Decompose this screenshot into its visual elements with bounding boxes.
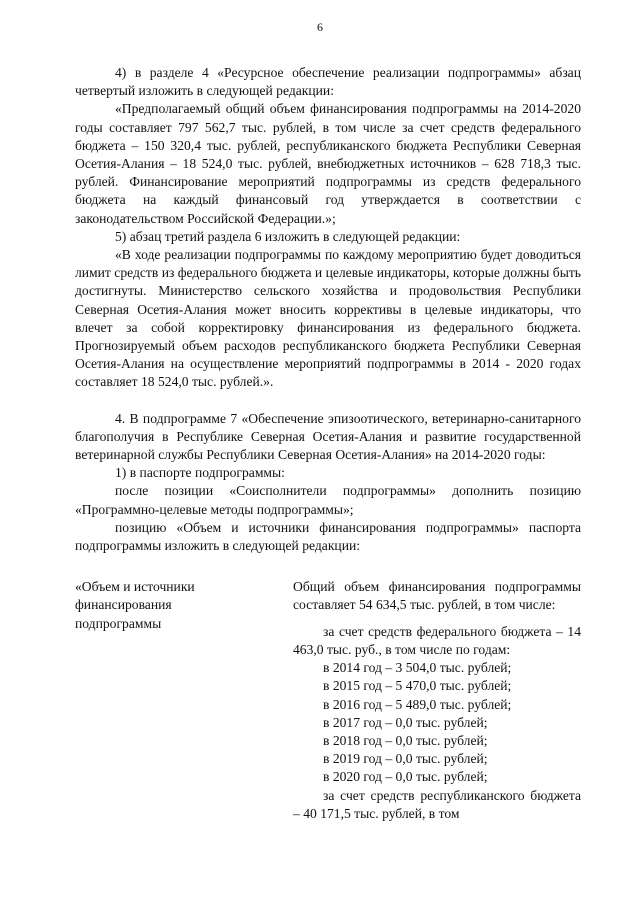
paragraph-add-position: после позиции «Соисполнители подпрограммы» дополнить позицию «Программно-целевые методы подпрограммы»; [75, 483, 581, 517]
passport-year-2019: в 2019 год – 0,0 тыс. рублей; [323, 751, 488, 767]
spacer [293, 615, 581, 623]
spacer [75, 392, 581, 410]
passport-year-2015: в 2015 год – 5 470,0 тыс. рублей; [323, 678, 512, 694]
passport-label-column [75, 578, 245, 823]
page-number: 6 [317, 20, 323, 34]
paragraph-passport-intro: 1) в паспорте подпрограммы: [115, 465, 285, 481]
passport-left-label: «Объем и источники финансирования подпрограммы [75, 579, 195, 631]
passport-year-2014: в 2014 год – 3 504,0 тыс. рублей; [323, 660, 512, 676]
paragraph-section4-quote: «Предполагаемый общий объем финансирования подпрограммы на 2014-2020 годы составляет 797 562,7 тыс. рублей, в том числе за счет средств федерального бюджета – 150 320,4 тыс. рублей, республиканского бюджета Республики Северная Осетия-Алания – 18 524,0 тыс. рублей, внебюджетных источников – 628 718,3 тыс. рублей. Финансирование мероприятий подпрограммы из средств федерального бюджета на каждый финансовый год утверждается в соответствии с законодательством Российской Федерации.»; [75, 101, 581, 226]
passport-value-column [293, 578, 581, 823]
paragraph-funding-position: позицию «Объем и источники финансирования подпрограммы» паспорта подпрограммы изложить в следующей редакции: [75, 519, 581, 554]
passport-republic-funding: за счет средств республиканского бюджета – 40 171,5 тыс. рублей, в том [293, 787, 581, 821]
passport-federal-funding: за счет средств федерального бюджета – 14 463,0 тыс. руб., в том числе по годам: [293, 623, 581, 657]
paragraph-section6-quote: «В ходе реализации подпрограммы по каждому мероприятию будет доводиться лимит средств из федерального бюджета и целевые индикаторы, которые должны быть достигнуты. Министерство сельского хозяйства и продовольствия Республики Северная Осетия-Алания может вносить коррективы в целевые индикаторы, что влечет за собой корректировку финансирования из федерального бюджета. Прогнозируемый объем расходов республиканского бюджета Республики Северная Осетия-Алания на осуществление мероприятий подпрограммы в 2014 - 2020 годах составляет 18 524,0 тыс. рублей.». [75, 247, 581, 390]
passport-year-2020: в 2020 год – 0,0 тыс. рублей; [323, 769, 488, 785]
paragraph-subprogram7: 4. В подпрограмме 7 «Обеспечение эпизоотического, ветеринарно-санитарного благополучия в Республике Северная Осетия-Алания и развитие государственной ветеринарной службы Республики Северная Осетия-Алания» на 2014-2020 годы: [75, 410, 581, 463]
paragraph-section6-intro: 5) абзац третий раздела 6 изложить в следующей редакции: [115, 228, 461, 244]
passport-total-funding: Общий объем финансирования подпрограммы составляет 54 634,5 тыс. рублей, в том числе: [293, 579, 581, 613]
passport-year-2017: в 2017 год – 0,0 тыс. рублей; [323, 714, 488, 730]
passport-year-2016: в 2016 год – 5 489,0 тыс. рублей; [323, 696, 512, 712]
paragraph-section4-intro: 4) в разделе 4 «Ресурсное обеспечение реализации подпрограммы» абзац четвертый изложить в следующей редакции: [75, 65, 581, 99]
document-body [75, 64, 581, 823]
passport-table [75, 578, 581, 823]
passport-year-2018: в 2018 год – 0,0 тыс. рублей; [323, 732, 488, 748]
